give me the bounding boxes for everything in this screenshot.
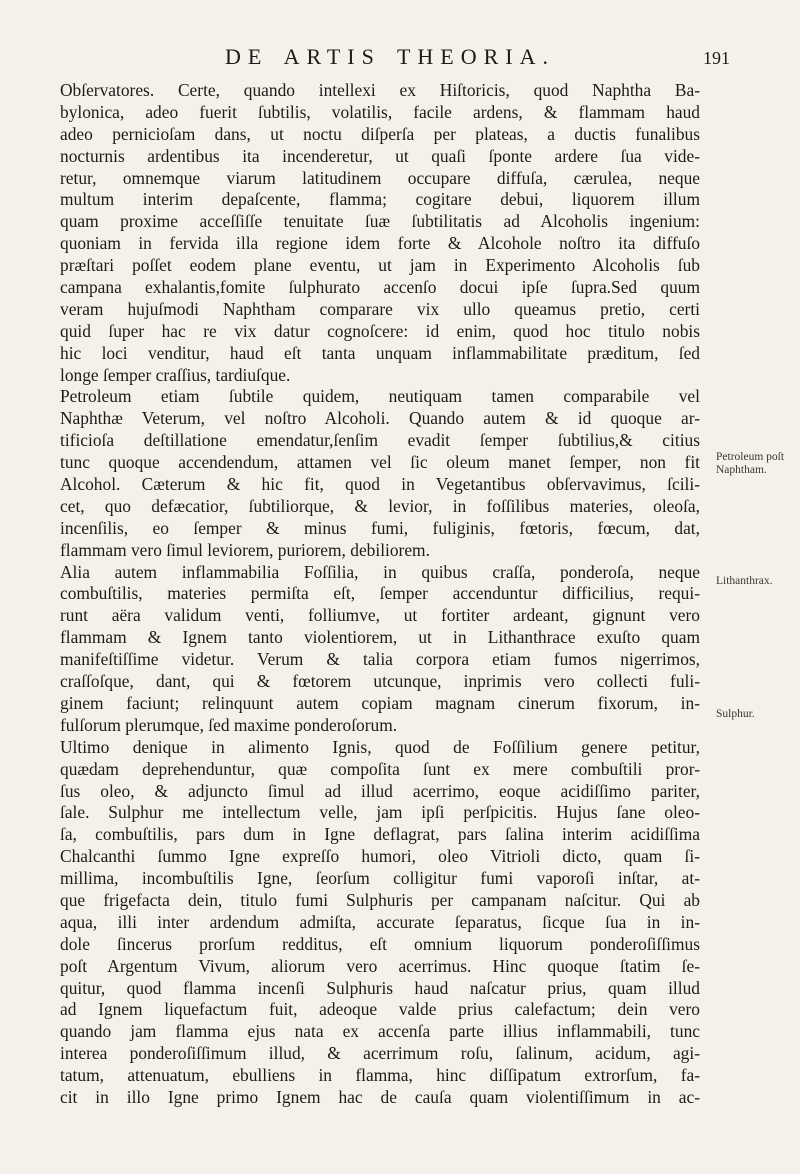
text-line: que frigefacta dein, titulo fumi Sulphuris per campanam naſcitur. Qui ab (60, 889, 700, 910)
text-line: ſa, combuſtilis, pars dum in Igne deflagrat, pars ſalina interim acidiſſima (60, 824, 700, 845)
page-number: 191 (703, 48, 730, 68)
text-line: Alia autem inflammabilia Foſſilia, in quibus craſſa, ponderoſa, neque (60, 561, 700, 582)
text-line: Naphthæ Veterum, vel noſtro Alcoholi. Quando autem & id quoque ar- (60, 408, 700, 429)
text-line: tificioſa deſtillatione emendatur,ſenſim evadit ſemper ſubtilius,& citius (60, 430, 700, 451)
text-line: quando jam flamma ejus nata ex accenſa parte illius inflammabili, tunc (60, 1021, 700, 1042)
text-line: craſſoſque, dant, qui & fœtorem utcunque, inprimis vero collecti fuli- (60, 671, 700, 692)
text-line: ad Ignem liquefactum fuit, adeoque valde prius calefactum; dein vero (60, 999, 700, 1020)
text-line: flammam vero ſimul leviorem, puriorem, debiliorem. (60, 539, 430, 560)
text-line: veram hujuſmodi Naphtham comparare vix ullo queamus pretio, certi (60, 298, 700, 319)
text-line: tunc quoque accendendum, attamen vel ſic oleum manet ſemper, non fit (60, 452, 700, 473)
text-line: ginem faciunt; relinquunt autem copiam magnam cinerum fixorum, in- (60, 692, 700, 713)
text-line: aqua, illi inter ardendum admiſta, accurate ſeparatus, ſicque ſua in in- (60, 911, 700, 932)
text-line: Obſervatores. Certe, quando intellexi ex Hiſtoricis, quod Naphtha Ba- (60, 80, 700, 100)
text-line: quid ſuper hac re vix datur cognoſcere: id enim, quod hoc titulo nobis (60, 320, 700, 341)
text-line: Ultimo denique in alimento Ignis, quod de Foſſilium genere petitur, (60, 736, 700, 757)
text-line: Alcohol. Cæterum & hic fit, quod in Vegetantibus obſervavimus, ſcili- (60, 474, 700, 495)
text-line: millima, incombuſtilis Igne, ſeorſum colligitur fumi vaporoſi inſtar, at- (60, 868, 700, 889)
margin-note-petroleum: Petroleum poſt Naphtham. (716, 451, 785, 476)
text-line: hic loci venditur, haud eſt tanta unquam inflammabilitate præditum, ſed (60, 342, 700, 363)
text-line: tatum, attenuatum, ebulliens in flamma, hinc diſſipatum extrorſum, fa- (60, 1065, 700, 1086)
text-line: quoniam in fervida illa regione idem forte & Alcohole noſtro ita diffuſo (60, 233, 700, 254)
text-line: multum interim depaſcente, flamma; cogitare debui, liquorem illum (60, 189, 700, 210)
text-line: combuſtilis, materies permiſta eſt, ſemper accenduntur difficilius, requi- (60, 583, 700, 604)
text-line: cit in illo Igne primo Ignem hac de cauſa quam violentiſſimum in ac- (60, 1086, 700, 1107)
margin-note-lithanthrax: Lithanthrax. (716, 575, 773, 587)
body-text (60, 80, 700, 1109)
text-line: præſtari poſſet eodem plane eventu, ut jam in Experimento Alcoholis ſub (60, 255, 700, 276)
text-line: cet, quo defæcatior, ſubtiliorque, & levior, in foſſilibus materies, oleoſa, (60, 495, 700, 516)
text-line: runt aëra validum venti, folliumve, ut fortiter ardeant, gignunt vero (60, 605, 700, 626)
margin-note-sulphur: Sulphur. (716, 708, 755, 720)
text-line: incenſilis, eo ſemper & minus fumi, fuliginis, fœtoris, fœcum, dat, (60, 517, 700, 538)
text-line: campana exhalantis,fomite ſulphurato accenſo docui ipſe ſupra.Sed quum (60, 277, 700, 298)
text-line: ſus oleo, & adjuncto ſimul ad illud acerrimo, eoque acidiſſimo pariter, (60, 780, 700, 801)
text-line: poſt Argentum Vivum, aliorum vero acerrimus. Hinc quoque ſtatim ſe- (60, 955, 700, 976)
text-line: dole ſincerus prorſum redditus, eſt omnium liquorum ponderoſiſſimus (60, 933, 700, 954)
text-line: quitur, quod flamma incenſi Sulphuris haud naſcatur prius, quam illud (60, 977, 700, 998)
text-line: bylonica, adeo fuerit ſubtilis, volatilis, facile ardens, & flammam haud (60, 101, 700, 122)
text-line: quam proxime acceſſiſſe tenuitate ſuæ ſubtilitatis ad Alcoholis ingenium: (60, 211, 700, 232)
text-line: retur, omnemque viarum latitudinem occupare diffuſa, cærulea, neque (60, 167, 700, 188)
text-line: interea ponderoſiſſimum illud, & acerrimum roſu, ſalinum, acidum, agi- (60, 1043, 700, 1064)
running-title: DE ARTIS THEORIA. (225, 44, 555, 69)
text-line: manifeſtiſſime videtur. Verum & talia corpora etiam fumos nigerrimos, (60, 649, 700, 670)
text-line: fulſorum plerumque, ſed maxime ponderoſorum. (60, 714, 398, 735)
text-line: quædam deprehenduntur, quæ compoſita ſunt ex mere combuſtili pror- (60, 758, 700, 779)
text-line: nocturnis ardentibus ita incenderetur, ut quaſi ſponte ardere ſua vide- (60, 145, 700, 166)
text-line: adeo pernicioſam dans, ut noctu diſperſa per plateas, a ductis funalibus (60, 123, 700, 144)
text-line: Chalcanthi ſummo Igne expreſſo humori, oleo Vitrioli dicto, quam ſi- (60, 846, 700, 867)
text-line: ſale. Sulphur me intellectum velle, jam ipſi perſpicitis. Hujus ſane oleo- (60, 802, 700, 823)
text-line: flammam & Ignem tanto violentiorem, ut in Lithanthrace exuſto quam (60, 627, 700, 648)
text-line: Petroleum etiam ſubtile quidem, neutiquam tamen comparabile vel (60, 386, 700, 407)
text-line: longe ſemper craſſius, tardiuſque. (60, 364, 291, 385)
page-header (60, 44, 730, 76)
